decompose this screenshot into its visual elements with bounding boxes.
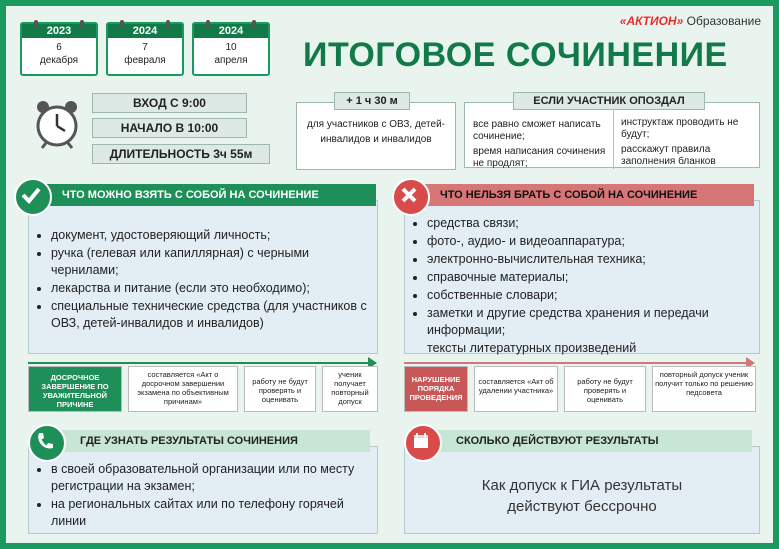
calendar-month: декабря [39, 55, 79, 66]
calendar-month: февраля [124, 55, 166, 66]
list-item: • в своей образовательной организации или по месту регистрации на экзамен; [51, 461, 377, 495]
flow-right-step-4: повторный допуск ученик получит только по решению педсовета [652, 366, 756, 412]
calendar-date-2 [106, 22, 184, 76]
flow-right-step-2: составляется «Акт об удалении участника» [474, 366, 558, 412]
calendar-date-3 [192, 22, 270, 76]
forbidden-panel [404, 200, 760, 354]
results-valid-header: СКОЛЬКО ДЕЙСТВУЮТ РЕЗУЛЬТАТЫ [416, 430, 752, 452]
results-valid-text: Как допуск к ГИА результаты действуют бессрочно [481, 477, 683, 515]
entry-time: ВХОД С 9:00 [92, 93, 247, 113]
flow-right-step-1: НАРУШЕНИЕ ПОРЯДКА ПРОВЕДЕНИЯ [404, 366, 468, 412]
list-item: • лекарства и питание (если это необходимо); [51, 280, 377, 297]
late-right-column [621, 117, 757, 168]
forbidden-header: ЧТО НЕЛЬЗЯ БРАТЬ С СОБОЙ НА СОЧИНЕНИЕ [400, 184, 754, 206]
late-item: инструктаж проводить не будут; [621, 117, 739, 140]
brand-text: Образование [686, 14, 761, 28]
calendar-year: 2024 [108, 24, 182, 38]
list-item: • документ, удостоверяющий личность; [51, 227, 377, 244]
calendar-year: 2024 [194, 24, 268, 38]
flow-right-step-3: работу не будут проверять и оценивать [564, 366, 646, 412]
cross-icon [392, 178, 430, 216]
allowed-list [29, 227, 377, 332]
list-item: • средства связи; [427, 215, 753, 232]
flow-left-step-4: ученик получает повторный допуск [322, 366, 378, 412]
forbidden-list [405, 215, 759, 339]
allowed-header: ЧТО МОЖНО ВЗЯТЬ С СОБОЙ НА СОЧИНЕНИЕ [22, 184, 376, 206]
list-item: • специальные технические средства (для участников с ОВЗ, детей-инвалидов и инвалидов) [51, 298, 377, 332]
calendar-date-1 [20, 22, 98, 76]
calendar-day: 7 [142, 42, 148, 53]
flow-left-arrow-line [28, 362, 376, 364]
results-where-header: ГДЕ УЗНАТЬ РЕЗУЛЬТАТЫ СОЧИНЕНИЯ [40, 430, 370, 452]
brand-logo [620, 14, 761, 28]
flow-right-arrow-line [404, 362, 752, 364]
late-left-column [473, 119, 609, 170]
list-item: • фото-, аудио- и видеоаппаратура; [427, 233, 753, 250]
page-title: ИТОГОВОЕ СОЧИНЕНИЕ [303, 36, 728, 74]
duration: ДЛИТЕЛЬНОСТЬ 3ч 55м [92, 144, 270, 164]
late-item: расскажут правила заполнения бланков [621, 144, 716, 167]
results-where-list [29, 461, 377, 530]
calendar-year: 2023 [22, 24, 96, 38]
extra-time-text: для участников с ОВЗ, детей-инвалидов и инвалидов [307, 119, 445, 145]
list-item: • ручка (гелевая или капиллярная) с черными чернилами; [51, 245, 377, 279]
calendar-month: апреля [214, 55, 248, 66]
poster-inner [6, 6, 773, 543]
list-item: • заметки и другие средства хранения и передачи информации; [427, 305, 753, 339]
late-item: все равно сможет написать сочинение; [473, 119, 601, 142]
list-item: • собственные словари; [427, 287, 753, 304]
alarm-clock-icon [34, 98, 80, 150]
calendar-day: 6 [56, 42, 62, 53]
late-header: ЕСЛИ УЧАСТНИК ОПОЗДАЛ [513, 92, 705, 110]
flow-left-step-3: работу не будут проверять и оценивать [244, 366, 316, 412]
extra-time-box [296, 102, 456, 170]
start-time: НАЧАЛО В 10:00 [92, 118, 247, 138]
phone-icon [28, 424, 66, 462]
list-item: • электронно-вычислительная техника; [427, 251, 753, 268]
forbidden-last-item: тексты литературных произведений [427, 341, 637, 355]
late-item: время написания сочинения не продлят; [473, 146, 606, 169]
brand-aktion: «АКТИОН» [619, 14, 684, 28]
extra-time-badge: + 1 ч 30 м [334, 92, 410, 110]
calendar-icon [404, 424, 442, 462]
results-where-panel [28, 446, 378, 534]
list-item: • на региональных сайтах или по телефону горячей линии [51, 496, 377, 530]
results-valid-panel [404, 446, 760, 534]
list-item: • справочные материалы; [427, 269, 753, 286]
calendar-day: 10 [225, 42, 237, 53]
checkmark-icon [14, 178, 52, 216]
late-box [464, 102, 760, 168]
allowed-panel [28, 200, 378, 354]
flow-left-step-2: составляется «Акт о досрочном завершении экзамена по объективным причинам» [128, 366, 238, 412]
flow-left-step-1: ДОСРОЧНОЕ ЗАВЕРШЕНИЕ ПО УВАЖИТЕЛЬНОЙ ПРИЧИНЕ [28, 366, 122, 412]
